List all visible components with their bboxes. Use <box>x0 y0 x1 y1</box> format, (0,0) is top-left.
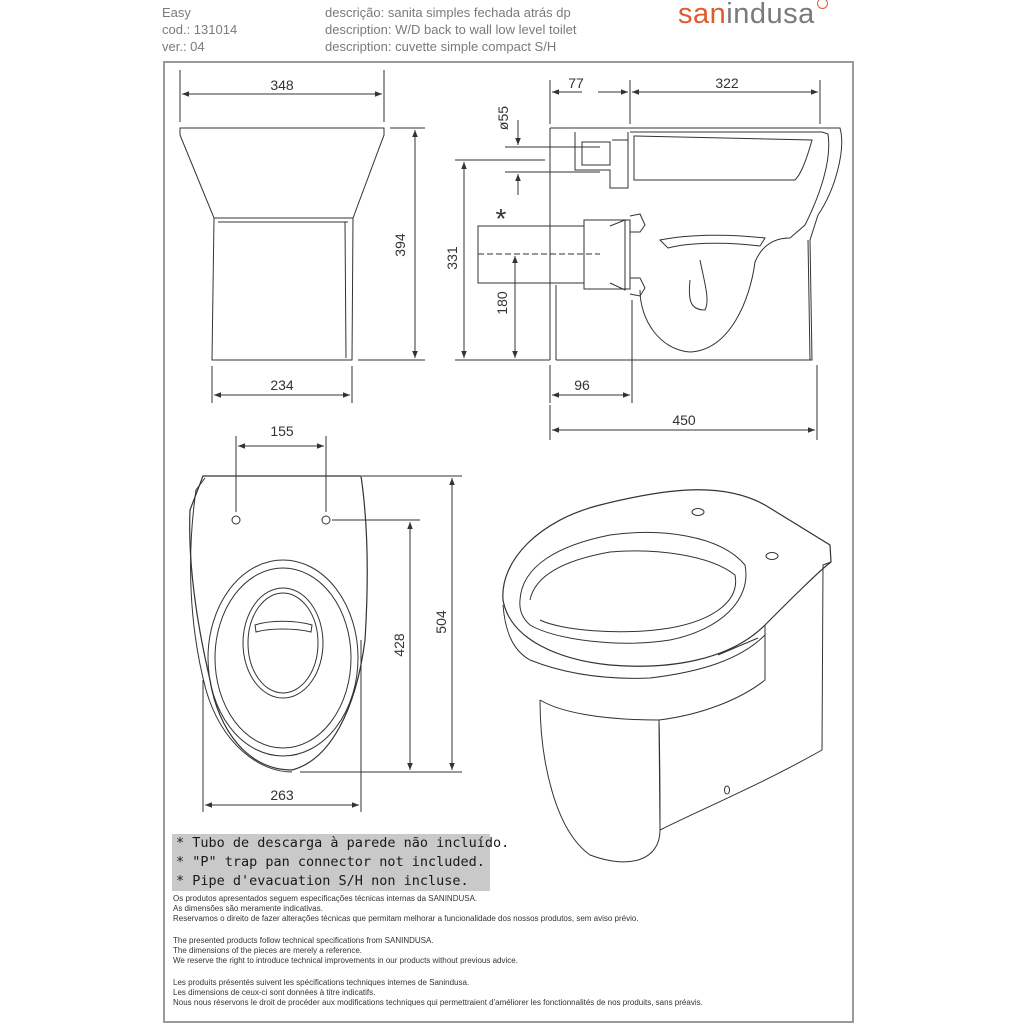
dim-bowl-length: 322 <box>715 75 739 91</box>
disclaimer-line: As dimensões são meramente indicativas. <box>173 904 323 913</box>
product-version: ver.: 04 <box>162 39 205 54</box>
disclaimer-pt <box>173 894 833 924</box>
disclaimer-line: The dimensions of the pieces are merely a reference. <box>173 946 362 955</box>
top-view <box>190 436 462 812</box>
description-pt: descrição: sanita simples fechada atrás dp <box>325 5 571 20</box>
dim-top-length: 504 <box>433 610 449 634</box>
dim-back-offset: 77 <box>568 75 584 91</box>
note-pt: * Tubo de descarga à parede não incluído. <box>176 835 510 851</box>
dim-fixing-to-front: 428 <box>391 633 407 657</box>
disclaimer-fr <box>173 978 833 1008</box>
dim-top-width: 263 <box>270 787 294 803</box>
disclaimer-line: Reservamos o direito de fazer alterações técnicas que permitam melhorar a funcionalidade dos nossos produtos, sem aviso prévio. <box>173 914 639 923</box>
dim-pipe-diameter: ø55 <box>495 105 511 131</box>
sanindusa-logo: sanindusa <box>678 0 828 31</box>
note-en: * "P" trap pan connector not included. <box>176 854 485 870</box>
disclaimer-line: Os produtos apresentados seguem especificações técnicas internas da SANINDUSA. <box>173 894 478 903</box>
disclaimer-line: We reserve the right to introduce technical improvements in our products without previous advice. <box>173 956 518 965</box>
dim-front-height: 394 <box>392 233 408 257</box>
dim-front-width-base: 234 <box>270 377 294 393</box>
description-fr: description: cuvette simple compact S/H <box>325 39 557 54</box>
disclaimer-line: Nous nous réservons le droit de procéder aux modifications techniques qui permettraient d'améliorer les fonctionnalités de nos produits, sans préavis. <box>173 998 703 1007</box>
note-fr: * Pipe d'evacuation S/H non incluse. <box>176 873 469 889</box>
disclaimer-line: Les dimensions de ceux-ci sont données à titre indicatifs. <box>173 988 376 997</box>
disclaimer-line: Les produits présentés suivent les spécifications techniques internes de Sanindusa. <box>173 978 470 987</box>
dim-fixing-distance: 155 <box>270 423 294 439</box>
dim-front-width-top: 348 <box>270 77 294 93</box>
notes-box <box>172 834 510 891</box>
disclaimer-line: The presented products follow technical specifications from SANINDUSA. <box>173 936 434 945</box>
description-en: description: W/D back to wall low level toilet <box>325 22 577 37</box>
product-code: cod.: 131014 <box>162 22 238 37</box>
side-view <box>455 80 842 440</box>
product-name: Easy <box>162 5 191 20</box>
pipe-marker: * <box>495 203 507 234</box>
dim-pipe-height: 331 <box>444 246 460 270</box>
disclaimers <box>173 894 833 1020</box>
front-view <box>180 70 425 403</box>
perspective-view <box>503 490 831 862</box>
dim-base-offset: 96 <box>574 377 590 393</box>
dim-total-length: 450 <box>672 412 696 428</box>
disclaimer-en <box>173 936 833 966</box>
dim-outlet-height: 180 <box>494 291 510 315</box>
